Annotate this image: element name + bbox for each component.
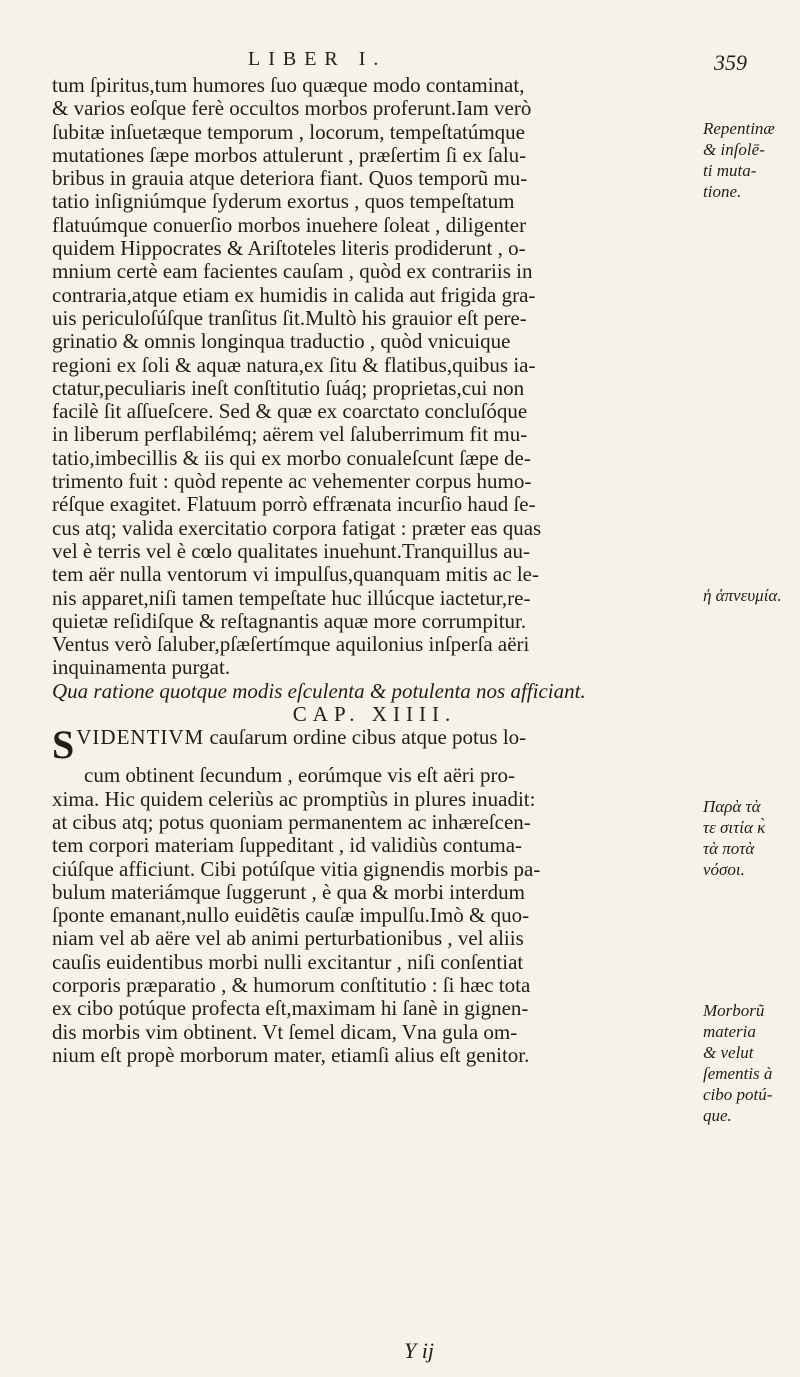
- text-line: ex cibo potúque profecta eſt,maximam hi ſanè in gignen-: [52, 997, 529, 1021]
- text-line: cauſis euidentibus morbi nulli excitantur , niſi conſentiat: [52, 950, 524, 974]
- text-line: dis morbis vim obtinent. Vt ſemel dicam, Vna gula om-: [52, 1020, 518, 1044]
- text-line: & varios eoſque ferè occultos morbos proferunt.Iam verò: [52, 97, 532, 121]
- text-line: nium eſt propè morborum mater, etiamſi alius eſt genitor.: [52, 1043, 530, 1067]
- text-line: ciúſque afficiunt. Cibi potúſque vitia gignendis morbis pa-: [52, 857, 541, 881]
- main-text-block: [52, 74, 697, 1067]
- text-line: facilè ſit aſſueſcere. Sed & quæ ex coarctato concluſóque: [52, 400, 528, 424]
- text-line: mnium certè eam facientes cauſam , quòd ex contrariis in: [52, 260, 533, 284]
- text-line: quietæ reſidiſque & reſtagnantis aquæ more corrumpitur.: [52, 609, 527, 633]
- text-line: vel è terris vel è cœlo qualitates inuehunt.Tranquillus au-: [52, 539, 531, 563]
- text-line: réſque exagitet. Flatuum porrò effrænata incurſio haud ſe-: [52, 493, 536, 517]
- text-line: quidem Hippocrates & Ariſtoteles literis prodiderunt , o-: [52, 237, 526, 261]
- text-line: in liberum perflabilémq; aërem vel ſaluberrimum fit mu-: [52, 423, 528, 447]
- text-line: mutationes ſæpe morbos attulerunt , præſertim ſi ex ſalu-: [52, 143, 527, 167]
- text-line: tem aër nulla ventorum vi impulſus,quanquam mitis ac le-: [52, 563, 539, 587]
- text-line: tem corpori materiam ſuppeditant , id validiùs contuma-: [52, 834, 523, 858]
- text-line: corporis præparatio , & humorum conſtitutio : ſi hæc tota: [52, 973, 531, 997]
- page-number: 359: [714, 50, 747, 75]
- margin-note-repentinae: Repentinæ & inſolē- ti muta- tione.: [703, 119, 775, 201]
- margin-note-greek-apneumia: ἡ ἀπνευμία.: [703, 586, 782, 605]
- text-line: cum obtinent ſecundum , eorúmque vis eſt aëri pro-: [84, 764, 515, 788]
- text-line: cus atq; valida exercitatio corpora fatigat : præter eas quas: [52, 516, 542, 540]
- text-line: at cibus atq; potus quoniam permanentem ac inhæreſcen-: [52, 810, 531, 834]
- text-line: ctatur,peculiaris ineſt conſtitutio ſuáq; proprietas,cui non: [52, 376, 525, 400]
- chapter-heading: CAP. XIIII.: [292, 703, 457, 727]
- text-line: tatio,imbecillis & iis qui ex morbo conualeſcunt ſæpe de-: [52, 446, 531, 470]
- text-line: bulum materiámque ſuggerunt , è qua & morbi interdum: [52, 880, 525, 904]
- text-line: trimento fuit : quòd repente ac vehementer corpus humo-: [52, 470, 532, 494]
- text-line: flatuúmque conuerſio morbos inuehere ſoleat , diligenter: [52, 213, 527, 237]
- margin-note-morborum-materia: Morborũ materia & velut ſementis à cibo potú- que.: [703, 1001, 773, 1125]
- text-line: ſubitæ inſuetæque temporum , locorum, tempeſtatúmque: [52, 120, 526, 144]
- text-line: cauſarum ordine cibus atque potus lo-: [204, 726, 527, 750]
- margin-note-greek-food: Παρὰ τὰ τε σιτία κ̀ τὰ ποτὰ νόσοι.: [703, 797, 766, 879]
- text-line: inquinamenta purgat.: [52, 656, 231, 680]
- chapter-title: Qua ratione quotque modis eſculenta & potulenta nos afficiant.: [52, 679, 586, 703]
- text-line: nis apparet,niſi tamen tempeſtate huc illúcque iactetur,re-: [52, 586, 531, 610]
- text-line: tatio inſigniúmque ſyderum exortus , quos tempeſtatum: [52, 190, 515, 214]
- text-line: niam vel ab aëre vel ab animi perturbationibus , vel aliis: [52, 927, 524, 951]
- text-line: xima. Hic quidem celeriùs ac promptiùs in plures inuadit:: [52, 787, 536, 811]
- chapter-first-word: VIDENTIVM: [76, 726, 205, 750]
- text-line: [52, 726, 697, 764]
- text-line: regioni ex ſoli & aquæ natura,ex ſitu & flatibus,quibus ia-: [52, 353, 536, 377]
- text-line: Ventus verò ſaluber,pſæſertímque aquilonius inſperſa aëri: [52, 633, 530, 657]
- drop-cap: S: [52, 726, 75, 765]
- text-line: tum ſpiritus,tum humores ſuo quæque modo contaminat,: [52, 74, 525, 97]
- text-line: uis periculoſúſque tranſitus ſit.Multò his grauior eſt pere-: [52, 306, 527, 330]
- text-line: contraria,atque etiam ex humidis in calida aut frigida gra-: [52, 283, 536, 307]
- text-line: ſponte emanant,nullo euidẽtis cauſæ impulſu.Imò & quo-: [52, 904, 530, 928]
- signature-mark: Y ij: [404, 1338, 434, 1363]
- text-line: bribus in grauia atque deteriora fiant. Quos temporũ mu-: [52, 167, 528, 191]
- text-line: grinatio & omnis longinqua traductio , quòd vnicuique: [52, 330, 511, 354]
- running-head: LIBER I.: [248, 48, 387, 70]
